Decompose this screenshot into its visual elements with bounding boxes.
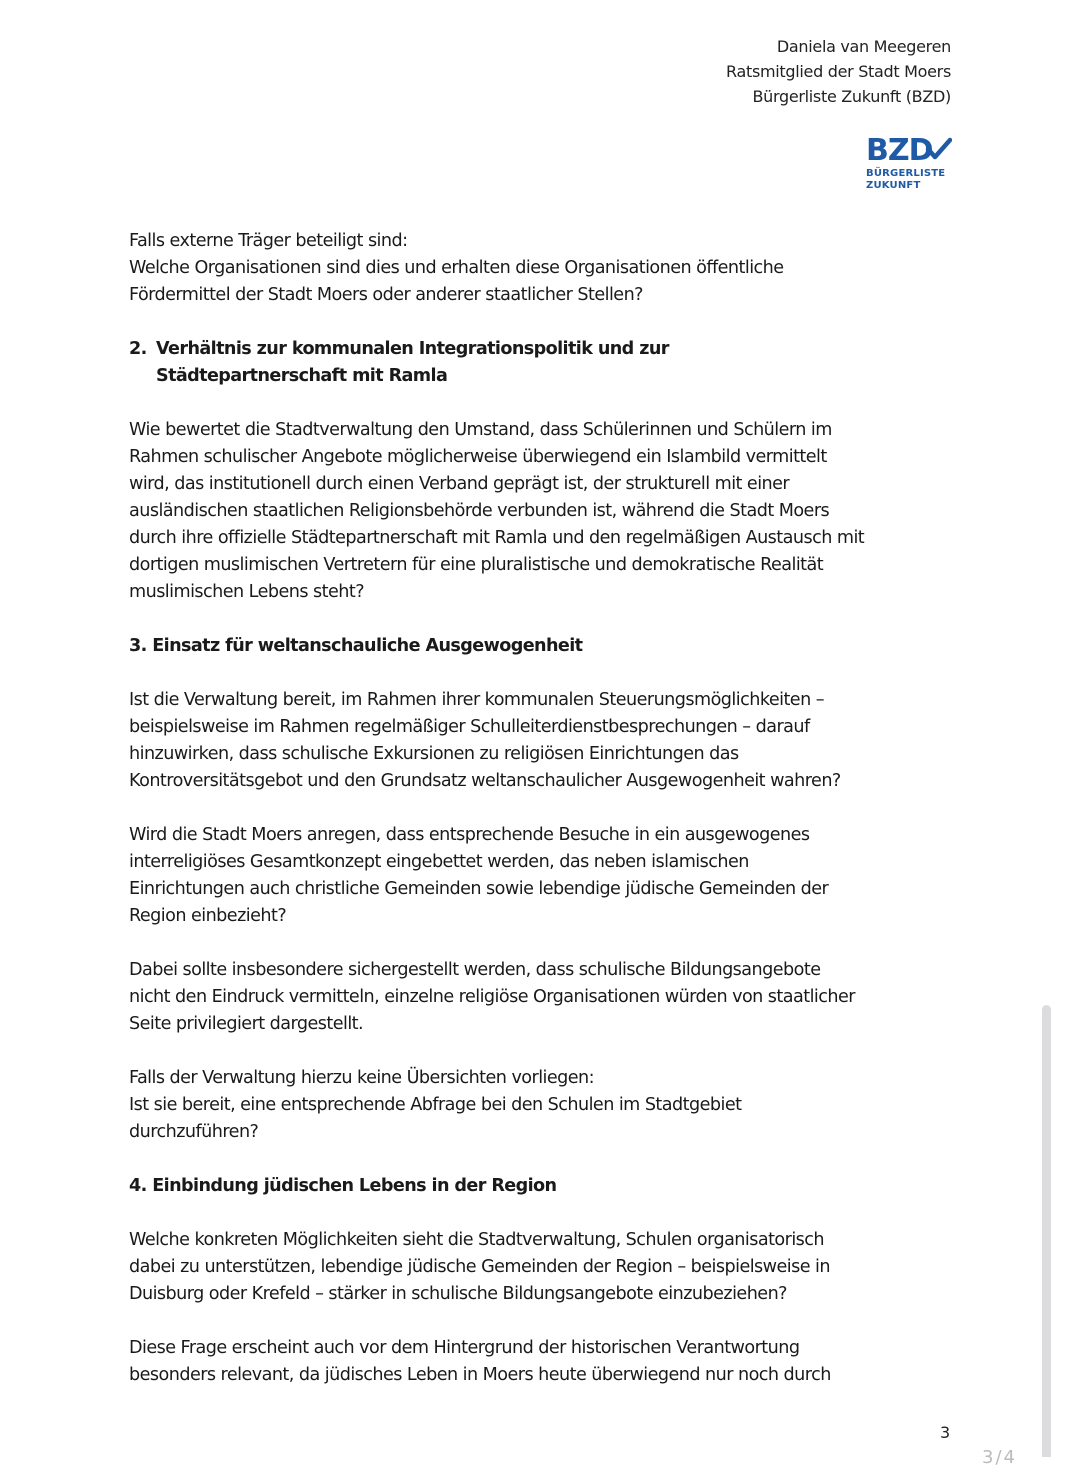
logo-mark — [866, 135, 956, 167]
text-line: nicht den Eindruck vermitteln, einzelne religiöse Organisationen würden von staatlicher — [129, 987, 855, 1007]
section-title-line: Verhältnis zur kommunalen Integrationspolitik und zur — [156, 339, 669, 359]
text-line: Diese Frage erscheint auch vor dem Hintergrund der historischen Verantwortung — [129, 1338, 800, 1358]
text-line: Dabei sollte insbesondere sichergestellt werden, dass schulische Bildungsangebote — [129, 960, 821, 980]
document-body — [129, 228, 959, 1416]
author-party: Bürgerliste Zukunft (BZD) — [752, 87, 951, 106]
section-title: 4. Einbindung jüdischen Lebens in der Region — [129, 1176, 557, 1196]
text-line: hinzuwirken, dass schulische Exkursionen zu religiösen Einrichtungen das — [129, 744, 739, 764]
author-role: Ratsmitglied der Stadt Moers — [726, 62, 951, 81]
text-line: Duisburg oder Krefeld – stärker in schulische Bildungsangebote einzubeziehen? — [129, 1284, 787, 1304]
logo-subtitle-1: BÜRGERLISTE — [866, 168, 946, 179]
text-line: Welche Organisationen sind dies und erhalten diese Organisationen öffentliche — [129, 258, 784, 278]
logo-subtitle-2: ZUKUNFT — [866, 180, 921, 191]
letterhead — [726, 34, 951, 109]
text-line: Wie bewertet die Stadtverwaltung den Umstand, dass Schülerinnen und Schülern im — [129, 420, 832, 440]
section-3-paragraph — [129, 687, 959, 795]
text-line: Wird die Stadt Moers anregen, dass entsprechende Besuche in ein ausgewogenes — [129, 825, 810, 845]
text-line: Seite privilegiert dargestellt. — [129, 1014, 364, 1034]
text-line: Kontroversitätsgebot und den Grundsatz weltanschaulicher Ausgewogenheit wahren? — [129, 771, 841, 791]
text-line: muslimischen Lebens steht? — [129, 582, 365, 602]
vertical-scrollbar[interactable] — [1042, 1005, 1051, 1457]
author-name: Daniela van Meegeren — [776, 37, 951, 56]
section-3-paragraph — [129, 957, 959, 1038]
logo-letters: BZD — [866, 133, 933, 168]
text-line: Region einbezieht? — [129, 906, 287, 926]
text-line: dabei zu unterstützen, lebendige jüdische Gemeinden der Region – beispielsweise in — [129, 1257, 830, 1277]
text-line: Fördermittel der Stadt Moers oder anderer staatlicher Stellen? — [129, 285, 643, 305]
section-3-paragraph — [129, 822, 959, 930]
section-2-paragraph — [129, 417, 959, 606]
text-line: Ist die Verwaltung bereit, im Rahmen ihrer kommunalen Steuerungsmöglichkeiten – — [129, 690, 824, 710]
text-line: interreligiöses Gesamtkonzept eingebettet werden, das neben islamischen — [129, 852, 749, 872]
section-3-heading — [129, 633, 959, 660]
text-line: dortigen muslimischen Vertretern für eine pluralistische und demokratische Realität — [129, 555, 824, 575]
intro-paragraph — [129, 228, 959, 309]
section-4-heading — [129, 1173, 959, 1200]
text-line: ausländischen staatlichen Religionsbehörde verbunden ist, während die Stadt Moers — [129, 501, 830, 521]
section-title-line: Städtepartnerschaft mit Ramla — [156, 366, 448, 386]
text-line: besonders relevant, da jüdisches Leben in Moers heute überwiegend nur noch durch — [129, 1365, 831, 1385]
text-line: Einrichtungen auch christliche Gemeinden sowie lebendige jüdische Gemeinden der — [129, 879, 829, 899]
text-line: Rahmen schulischer Angebote möglicherweise überwiegend ein Islambild vermittelt — [129, 447, 827, 467]
bzd-logo — [866, 135, 956, 195]
section-2-heading — [129, 336, 959, 390]
text-line: Ist sie bereit, eine entsprechende Abfrage bei den Schulen im Stadtgebiet — [129, 1095, 742, 1115]
text-line: beispielsweise im Rahmen regelmäßiger Schulleiterdienstbesprechungen – darauf — [129, 717, 810, 737]
text-line: Falls der Verwaltung hierzu keine Übersichten vorliegen: — [129, 1068, 595, 1088]
text-line: Welche konkreten Möglichkeiten sieht die Stadtverwaltung, Schulen organisatorisch — [129, 1230, 825, 1250]
checkmark-icon — [922, 137, 952, 163]
section-4-paragraph — [129, 1227, 959, 1308]
text-line: durchzuführen? — [129, 1122, 259, 1142]
page-indicator: 3/4 — [982, 1447, 1017, 1468]
section-title: 3. Einsatz für weltanschauliche Ausgewogenheit — [129, 636, 583, 656]
text-line: Falls externe Träger beteiligt sind: — [129, 231, 408, 251]
text-line: wird, das institutionell durch einen Verband geprägt ist, der strukturell mit einer — [129, 474, 790, 494]
section-number: 2. — [129, 339, 147, 359]
text-line: durch ihre offizielle Städtepartnerschaft mit Ramla und den regelmäßigen Austausch mit — [129, 528, 865, 548]
page-number: 3 — [940, 1423, 951, 1442]
section-4-paragraph — [129, 1335, 959, 1389]
section-3-paragraph — [129, 1065, 959, 1146]
